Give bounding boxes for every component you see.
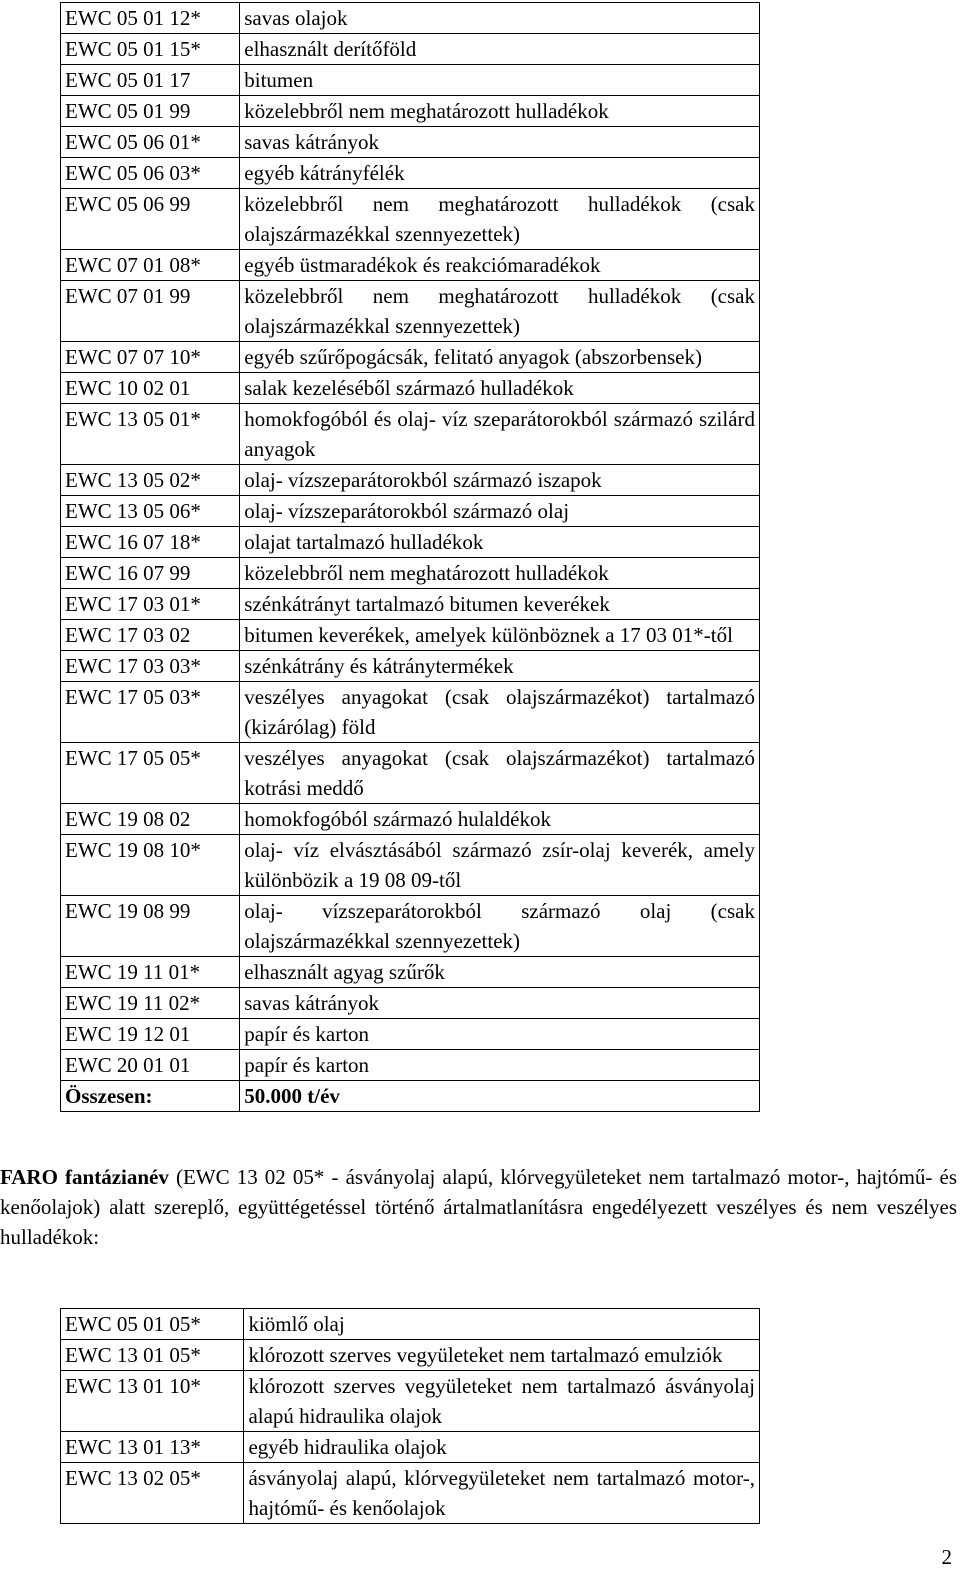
table-row [61,558,760,589]
table-row [61,3,760,34]
ewc-code-cell: EWC 13 02 05* [61,1463,244,1524]
waste-description-cell: közelebbről nem meghatározott hulladékok [240,96,760,127]
table-row [61,404,760,465]
ewc-code-cell: EWC 07 01 08* [61,250,240,281]
ewc-code-cell: EWC 05 06 03* [61,158,240,189]
ewc-code-cell: EWC 05 06 99 [61,189,240,250]
waste-description-cell: bitumen [240,65,760,96]
waste-description-cell: papír és karton [240,1019,760,1050]
faro-paragraph-bold: FARO fantázianév [0,1165,169,1189]
table-row [61,127,760,158]
table-row [61,1371,760,1432]
total-label: Összesen: [61,1081,240,1112]
waste-description-cell: savas olajok [240,3,760,34]
ewc-code-cell: EWC 07 01 99 [61,281,240,342]
ewc-code-cell: EWC 05 01 15* [61,34,240,65]
waste-description-cell: ásványolaj alapú, klórvegyületeket nem tartalmazó motor-, hajtómű- és kenőolajok [244,1463,760,1524]
ewc-code-cell: EWC 19 08 99 [61,896,240,957]
ewc-code-cell: EWC 05 01 17 [61,65,240,96]
ewc-table-main [60,2,760,1112]
ewc-code-cell: EWC 17 05 03* [61,682,240,743]
waste-description-cell: elhasznált derítőföld [240,34,760,65]
waste-description-cell: elhasznált agyag szűrők [240,957,760,988]
waste-description-cell: közelebbről nem meghatározott hulladékok (csak olajszármazékkal szennyezettek) [240,281,760,342]
table-row [61,1340,760,1371]
table-row [61,65,760,96]
ewc-code-cell: EWC 13 01 05* [61,1340,244,1371]
waste-description-cell: egyéb hidraulika olajok [244,1432,760,1463]
table-row [61,896,760,957]
ewc-code-cell: EWC 13 05 01* [61,404,240,465]
page-number: 2 [941,1545,952,1569]
table-row [61,527,760,558]
ewc-code-cell: EWC 19 08 10* [61,835,240,896]
faro-paragraph-text: (EWC 13 02 05* - ásványolaj alapú, klórvegyületeket nem tartalmazó motor-, hajtómű- és kenőolajok) alatt szereplő, együttégetéssel történő ártalmatlanításra engedélyezett veszélyes és nem veszélyes hulladékok: [0,1165,957,1249]
ewc-code-cell: EWC 13 01 13* [61,1432,244,1463]
waste-description-cell: közelebbről nem meghatározott hulladékok [240,558,760,589]
waste-description-cell: klórozott szerves vegyületeket nem tartalmazó ásványolaj alapú hidraulika olajok [244,1371,760,1432]
ewc-code-cell: EWC 17 05 05* [61,743,240,804]
ewc-code-cell: EWC 19 08 02 [61,804,240,835]
table-row [61,620,760,651]
table-row [61,1432,760,1463]
ewc-code-cell: EWC 19 11 02* [61,988,240,1019]
table-row [61,281,760,342]
waste-description-cell: papír és karton [240,1050,760,1081]
table-row [61,342,760,373]
total-value: 50.000 t/év [240,1081,760,1112]
ewc-table-faro [60,1308,760,1524]
table-row [61,988,760,1019]
waste-description-cell: olaj- víz elvásztásából származó zsír-olaj keverék, amely különbözik a 19 08 09-től [240,835,760,896]
table-row [61,96,760,127]
waste-description-cell: savas kátrányok [240,988,760,1019]
waste-description-cell: homokfogóból és olaj- víz szeparátorokból származó szilárd anyagok [240,404,760,465]
table-row [61,496,760,527]
waste-description-cell: savas kátrányok [240,127,760,158]
table-row [61,34,760,65]
waste-description-cell: veszélyes anyagokat (csak olajszármazékot) tartalmazó kotrási meddő [240,743,760,804]
table-row [61,189,760,250]
ewc-code-cell: EWC 17 03 02 [61,620,240,651]
table-row [61,465,760,496]
ewc-code-cell: EWC 17 03 03* [61,651,240,682]
ewc-code-cell: EWC 05 01 12* [61,3,240,34]
ewc-code-cell: EWC 16 07 18* [61,527,240,558]
waste-description-cell: klórozott szerves vegyületeket nem tartalmazó emulziók [244,1340,760,1371]
ewc-code-cell: EWC 16 07 99 [61,558,240,589]
waste-description-cell: veszélyes anyagokat (csak olajszármazékot) tartalmazó (kizárólag) föld [240,682,760,743]
ewc-code-cell: EWC 05 01 05* [61,1309,244,1340]
waste-description-cell: salak kezeléséből származó hulladékok [240,373,760,404]
table-row [61,682,760,743]
waste-description-cell: szénkátrány és kátránytermékek [240,651,760,682]
waste-description-cell: olaj- vízszeparátorokból származó olaj (csak olajszármazékkal szennyezettek) [240,896,760,957]
ewc-code-cell: EWC 20 01 01 [61,1050,240,1081]
ewc-code-cell: EWC 13 05 06* [61,496,240,527]
table-row [61,804,760,835]
table-row [61,1019,760,1050]
waste-description-cell: bitumen keverékek, amelyek különböznek a 17 03 01*-től [240,620,760,651]
ewc-code-cell: EWC 17 03 01* [61,589,240,620]
table-row [61,373,760,404]
ewc-table-main-body [61,3,760,1112]
ewc-code-cell: EWC 13 05 02* [61,465,240,496]
table-row [61,651,760,682]
table-row [61,1309,760,1340]
table-row [61,1463,760,1524]
waste-description-cell: egyéb üstmaradékok és reakciómaradékok [240,250,760,281]
table-row [61,835,760,896]
waste-description-cell: közelebbről nem meghatározott hulladékok (csak olajszármazékkal szennyezettek) [240,189,760,250]
waste-description-cell: egyéb szűrőpogácsák, felitató anyagok (abszorbensek) [240,342,760,373]
ewc-code-cell: EWC 13 01 10* [61,1371,244,1432]
ewc-code-cell: EWC 05 01 99 [61,96,240,127]
table-row [61,1050,760,1081]
waste-description-cell: szénkátrányt tartalmazó bitumen keverékek [240,589,760,620]
table-row [61,250,760,281]
waste-description-cell: olaj- vízszeparátorokból származó iszapok [240,465,760,496]
ewc-code-cell: EWC 10 02 01 [61,373,240,404]
faro-paragraph [0,1162,957,1252]
waste-description-cell: kiömlő olaj [244,1309,760,1340]
ewc-table-faro-body [61,1309,760,1524]
total-row [61,1081,760,1112]
waste-description-cell: egyéb kátrányfélék [240,158,760,189]
waste-description-cell: homokfogóból származó hulaldékok [240,804,760,835]
table-row [61,957,760,988]
ewc-code-cell: EWC 19 12 01 [61,1019,240,1050]
waste-description-cell: olajat tartalmazó hulladékok [240,527,760,558]
ewc-code-cell: EWC 05 06 01* [61,127,240,158]
table-row [61,158,760,189]
waste-description-cell: olaj- vízszeparátorokból származó olaj [240,496,760,527]
table-row [61,743,760,804]
ewc-code-cell: EWC 07 07 10* [61,342,240,373]
ewc-code-cell: EWC 19 11 01* [61,957,240,988]
table-row [61,589,760,620]
